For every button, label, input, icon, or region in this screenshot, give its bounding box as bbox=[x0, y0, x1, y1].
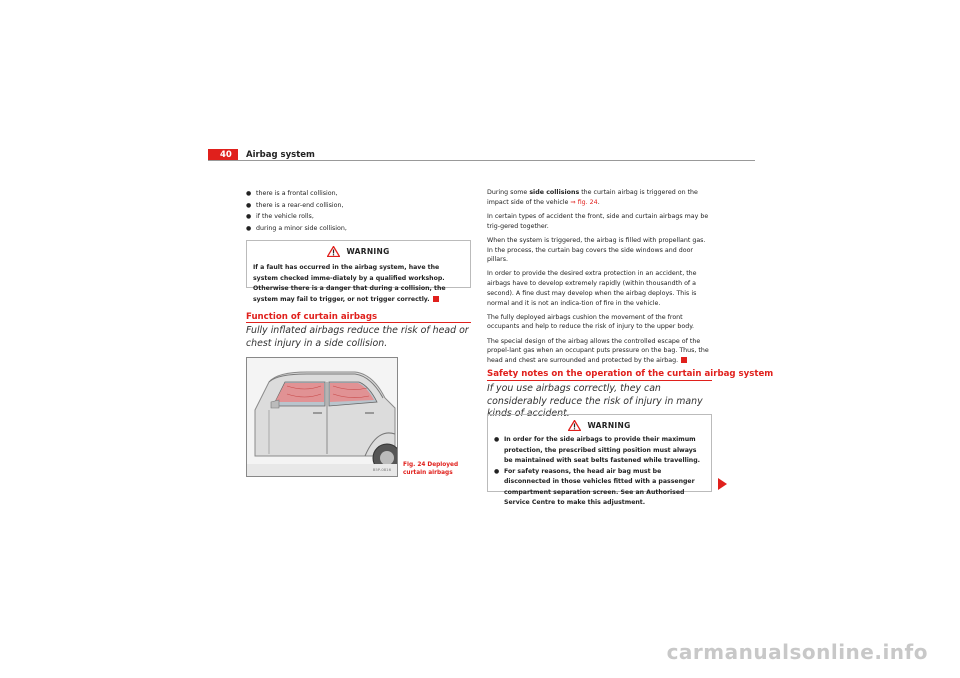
list-item: ● if the vehicle rolls, bbox=[246, 211, 471, 223]
warning-box-curtain-airbag bbox=[487, 414, 712, 506]
warning-text bbox=[247, 261, 470, 309]
right-column-body bbox=[487, 188, 713, 370]
section-lead: If you use airbags correctly, they can considerably reduce the risk of injury in many kinds of accident. bbox=[487, 383, 703, 419]
figure-caption: Fig. 24 Deployed curtain airbags bbox=[403, 462, 459, 476]
list-item: ● there is a frontal collision, bbox=[246, 188, 471, 200]
warning-triangle-icon bbox=[568, 420, 581, 431]
warning-body bbox=[488, 435, 711, 513]
car-side-illustration bbox=[247, 358, 397, 476]
watermark: carmanualsonline.info bbox=[666, 640, 928, 664]
end-of-section-icon bbox=[681, 357, 687, 363]
trigger-conditions-list bbox=[246, 188, 471, 234]
section-rule bbox=[246, 322, 471, 323]
paragraph-text: The special design of the airbag allows the controlled escape of the propel-lant gas when an occupant puts pressure on the bag. Thus, the head and chest are surrounded and protected by the airbag. bbox=[487, 337, 709, 365]
warning-header bbox=[488, 415, 711, 435]
figure-reference-link[interactable]: ⇒ fig. 24 bbox=[570, 198, 598, 206]
paragraph bbox=[487, 188, 713, 207]
warning-text-content: If a fault has occurred in the airbag system, have the system checked imme-diately by a qualified workshop. Otherwise there is a danger that during a collision, the system may fail to trigger, or not trigger correctly. bbox=[253, 264, 446, 303]
text-run: During some bbox=[487, 189, 530, 196]
section-rule bbox=[487, 380, 712, 381]
list-item: ● For safety reasons, the head air bag must be disconnected in those vehicles fitted with a passenger compartment separation screen. See an Authorised Service Centre to make this adjustment. bbox=[494, 467, 705, 509]
paragraph bbox=[487, 337, 713, 366]
text-run: . bbox=[597, 198, 600, 206]
warning-title: WARNING bbox=[346, 246, 390, 256]
warning-header bbox=[247, 241, 470, 261]
paragraph: When the system is triggered, the airbag is filled with propellant gas. In the process, the curtain bag covers the side windows and door pillars. bbox=[487, 236, 706, 264]
text-run: the curtain airbag is triggered on the impact side of the vehicle bbox=[487, 189, 698, 206]
warning-box-airbag-fault bbox=[246, 240, 471, 303]
figure-code: B5P-0816 bbox=[372, 467, 391, 472]
bold-term: side collisions bbox=[529, 189, 580, 196]
warning-title: WARNING bbox=[587, 420, 631, 430]
paragraph: In order to provide the desired extra protection in an accident, the airbags have to develop extremely rapidly (within thousandth of a second). A fine dust may develop when the airbag deploys. This is normal and it is not an indica-tion of fire in the vehicle. bbox=[487, 270, 697, 307]
paragraph: In certain types of accident the front, side and curtain airbags may be trig-gered together. bbox=[487, 212, 709, 230]
page-number: 40 bbox=[208, 149, 238, 161]
list-item: ● In order for the side airbags to provide their maximum protection, the prescribed sitting position must always be maintained with seat belts fastened while travelling. bbox=[494, 435, 705, 467]
continue-arrow-icon[interactable] bbox=[718, 478, 727, 490]
end-of-section-icon bbox=[433, 296, 439, 302]
list-item: ● there is a rear-end collision, bbox=[246, 200, 471, 212]
figure-deployed-curtain-airbags bbox=[246, 357, 398, 477]
list-item: ● during a minor side collision, bbox=[246, 223, 471, 235]
section-title-safety-notes: Safety notes on the operation of the curtain airbag system bbox=[487, 369, 774, 379]
paragraph: The fully deployed airbags cushion the movement of the front occupants and help to reduce the risk of injury to the upper body. bbox=[487, 313, 695, 331]
warning-list bbox=[494, 435, 705, 509]
header-rule bbox=[208, 160, 755, 161]
section-lead: Fully inflated airbags reduce the risk of head or chest injury in a side collision. bbox=[246, 325, 469, 349]
section-title-curtain-airbags: Function of curtain airbags bbox=[246, 312, 378, 322]
running-head: Airbag system bbox=[246, 150, 315, 160]
warning-triangle-icon bbox=[327, 246, 340, 257]
